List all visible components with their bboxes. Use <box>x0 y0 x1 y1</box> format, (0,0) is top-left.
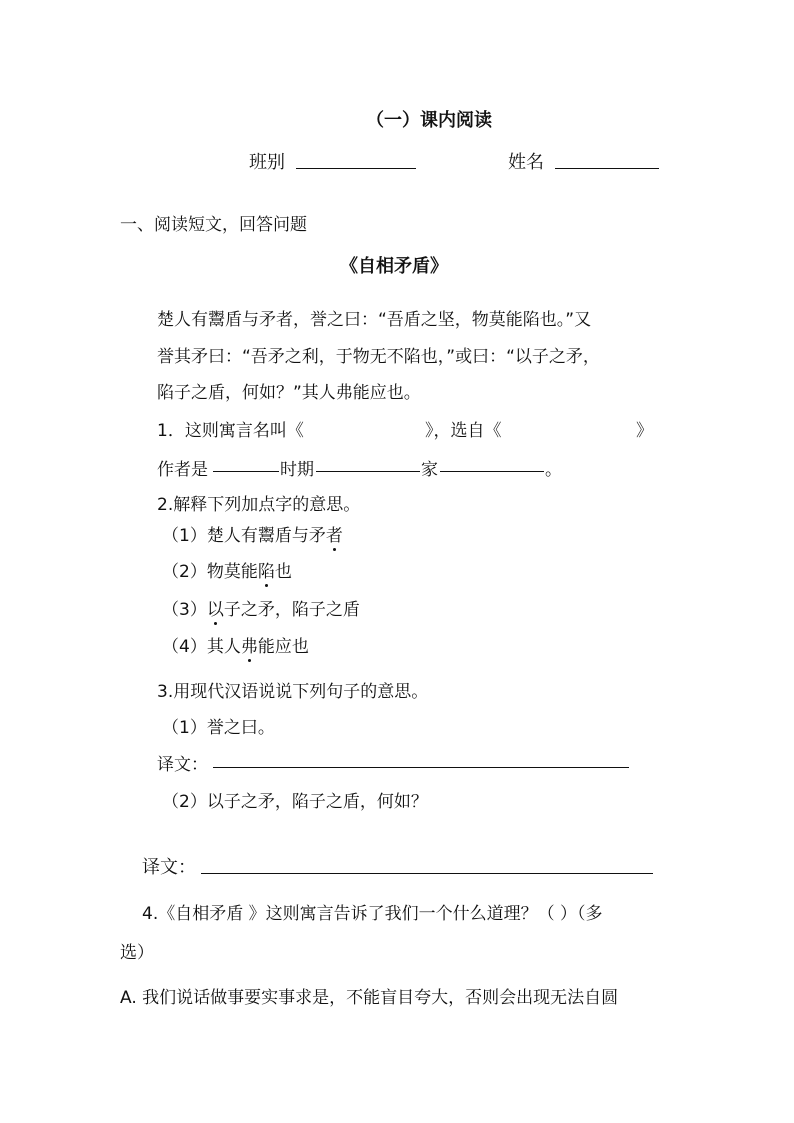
class-blank[interactable] <box>296 167 416 169</box>
q2-item-4: （4）其人弗能应也 <box>162 632 309 657</box>
q1-school-label: 家 <box>421 460 438 480</box>
q3-translation-blank-2[interactable] <box>201 872 653 874</box>
q3-title: 3.用现代汉语说说下列句子的意思。 <box>157 682 429 702</box>
name-blank[interactable] <box>555 167 659 169</box>
q4-option-a: A. 我们说话做事要实事求是，不能盲目夸大，否则会出现无法自圆 <box>120 988 619 1008</box>
name-label: 姓名 <box>508 152 544 173</box>
q1-prompt-start: 1．这则寓言名叫《 <box>157 421 304 441</box>
q3-translation-label-2: 译文： <box>142 857 196 878</box>
q3-translation-blank-1[interactable] <box>213 766 629 768</box>
q1-period-label: 时期 <box>280 460 314 480</box>
story-title: 《自相矛盾》 <box>340 256 448 277</box>
q3-translation-label-1: 译文： <box>157 755 208 775</box>
q2-item-1: （1）楚人有鬻盾与矛者 <box>162 521 343 546</box>
q2-item-4-dotted-char: 弗 <box>241 632 258 657</box>
q3-item-1: （1）誉之曰。 <box>162 718 275 738</box>
q3-item-2: （2）以子之矛，陷子之盾，何如？ <box>162 792 428 812</box>
q1-author-blank[interactable] <box>213 470 279 472</box>
q2-item-3-dotted-char: 以 <box>207 595 224 620</box>
q1-prompt-middle: 》，选自《 <box>425 421 502 441</box>
q1-period-blank[interactable] <box>316 470 420 472</box>
passage-line-3: 陷子之盾，何如？”其人弗能应也。 <box>157 383 421 403</box>
section-heading: 一、阅读短文，回答问题 <box>120 215 307 235</box>
passage-line-2: 誉其矛曰：“吾矛之利，于物无不陷也，”或曰：“以子之矛， <box>157 347 600 367</box>
passage-line-1: 楚人有鬻盾与矛者，誉之曰：“吾盾之坚，物莫能陷也。”又 <box>157 310 592 330</box>
q2-item-1-dotted-char: 者 <box>326 521 343 546</box>
q1-school-blank[interactable] <box>440 470 544 472</box>
q1-period-mark: 。 <box>545 460 562 480</box>
q4-question: 4.《自相矛盾 》这则寓言告诉了我们一个什么道理？（ ）（多 <box>142 904 603 924</box>
q2-item-2: （2）物莫能陷也 <box>162 557 292 582</box>
q4-question-cont: 选） <box>120 943 154 963</box>
q2-item-3: （3）以子之矛，陷子之盾 <box>162 595 360 620</box>
page-title: （一）课内阅读 <box>366 110 492 131</box>
class-label: 班别 <box>249 152 285 173</box>
q2-title: 2.解释下列加点字的意思。 <box>157 495 361 515</box>
q1-author-label: 作者是 <box>157 460 208 480</box>
q2-item-2-dotted-char: 陷 <box>258 557 275 582</box>
q1-prompt-end: 》 <box>636 421 653 441</box>
